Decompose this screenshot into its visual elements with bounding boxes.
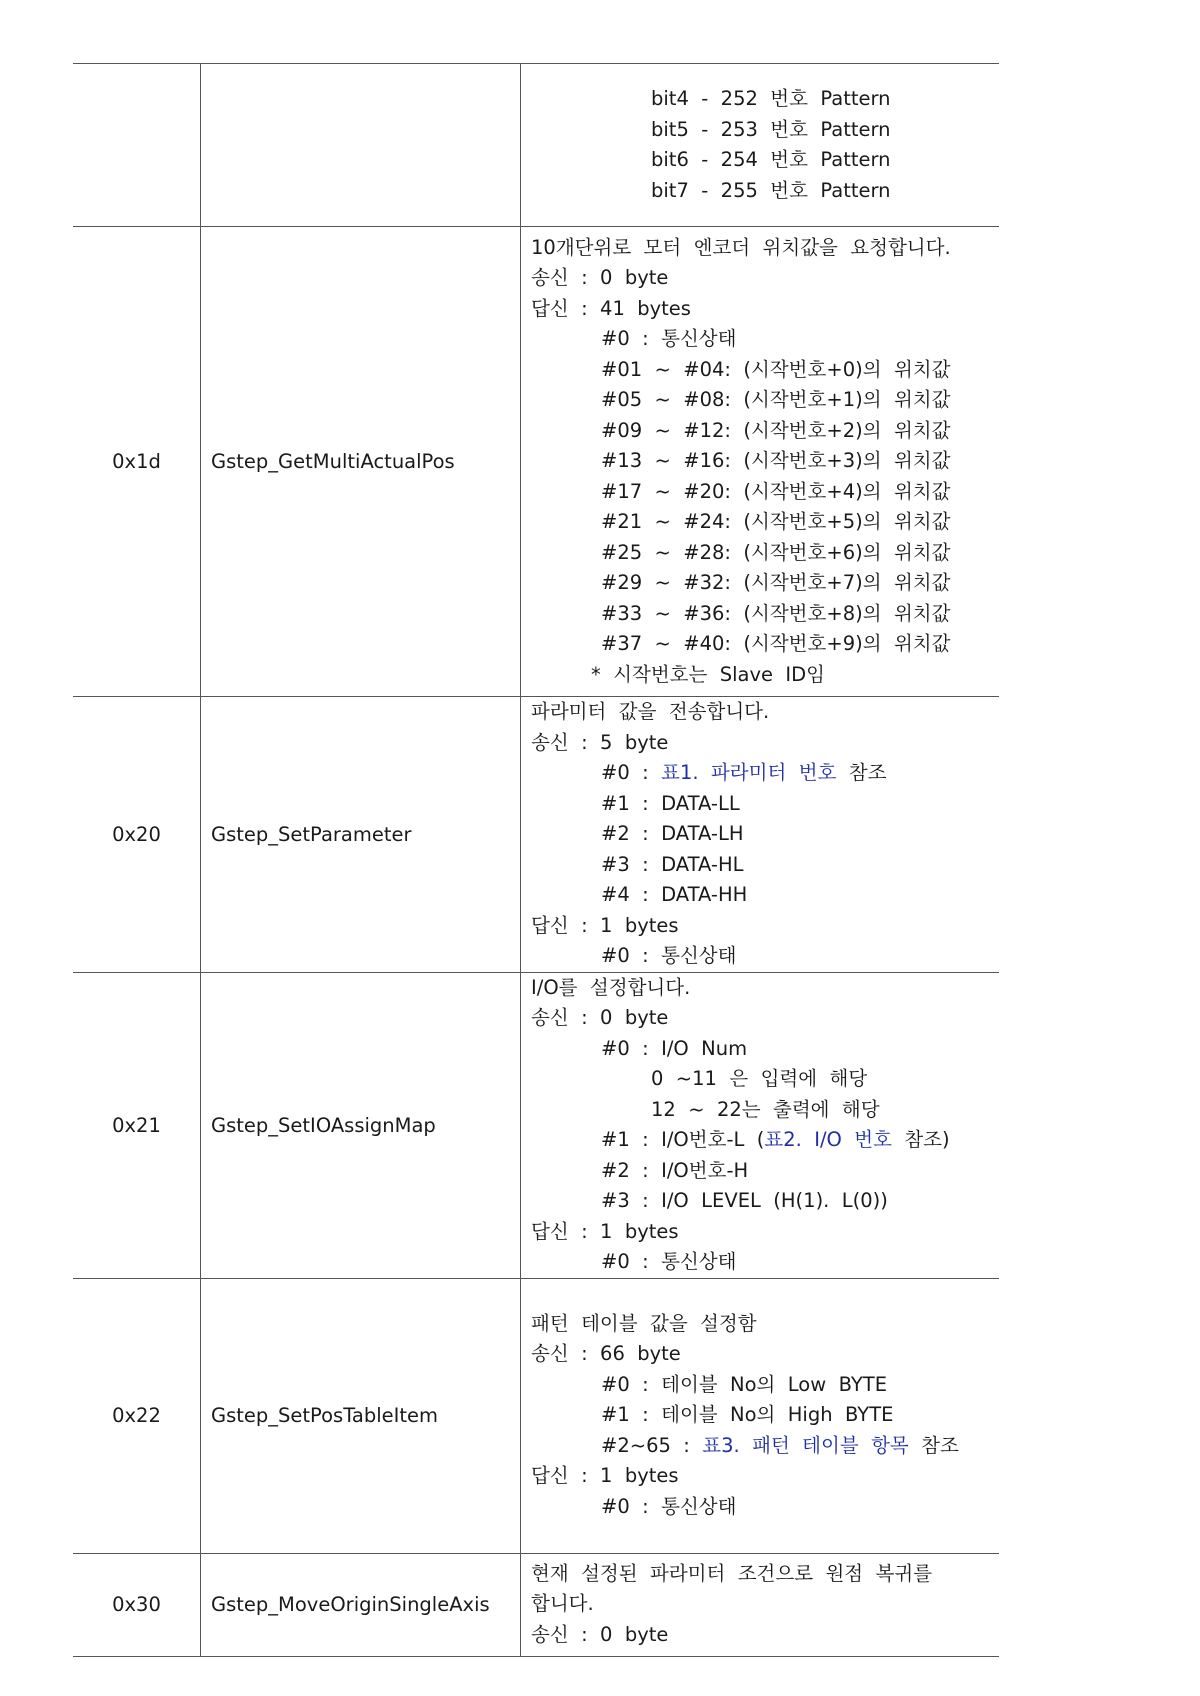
description-line: bit5 - 253 번호 Pattern [651, 117, 891, 141]
description-line: bit6 - 254 번호 Pattern [651, 148, 891, 171]
description-line: #37 ~ #40: (시작번호+9)의 위치값 [601, 632, 951, 656]
description-line [531, 758, 999, 789]
description-text: 참조 [836, 761, 887, 784]
description-line: 송신 : 5 byte [531, 730, 669, 754]
table-row [73, 1278, 999, 1553]
description-line: #1 : DATA-LL [601, 791, 740, 815]
command-code: 0x22 [73, 1278, 201, 1553]
table-row [73, 227, 999, 697]
description-line [531, 1125, 999, 1156]
description-line: #2 : I/O번호-H [601, 1158, 749, 1182]
description-line: bit7 - 255 번호 Pattern [651, 178, 891, 202]
command-table [73, 63, 999, 1657]
command-code: 0x30 [73, 1553, 201, 1656]
description-line: #4 : DATA-HH [601, 883, 748, 906]
table-reference-link[interactable]: 표2. I/O 번호 [764, 1128, 892, 1151]
command-description [521, 64, 1000, 227]
table-reference-link[interactable]: 표1. 파라미터 번호 [661, 761, 837, 784]
description-line: #13 ~ #16: (시작번호+3)의 위치값 [601, 449, 951, 473]
table-row [73, 697, 999, 973]
description-line: 12 ~ 22는 출력에 해당 [651, 1097, 880, 1121]
description-line: 답신 : 41 bytes [531, 296, 691, 320]
command-description [521, 972, 1000, 1278]
description-text: 참조) [891, 1128, 950, 1151]
description-line: bit4 - 252 번호 Pattern [651, 87, 891, 110]
description-line: #0 : 테이블 No의 Low BYTE [601, 1372, 888, 1396]
command-name: Gstep_SetPosTableItem [201, 1278, 521, 1553]
description-line: 송신 : 0 byte [531, 1622, 669, 1646]
description-line: #09 ~ #12: (시작번호+2)의 위치값 [601, 418, 951, 442]
table-reference-link[interactable]: 표3. 패턴 테이블 항목 [702, 1433, 909, 1457]
description-line: 현재 설정된 파라미터 조건으로 원점 복귀를 [531, 1561, 933, 1585]
command-name [201, 64, 521, 227]
command-description [521, 1278, 1000, 1553]
command-description [521, 227, 1000, 697]
description-line: 송신 : 0 byte [531, 1006, 669, 1029]
description-line: #3 : DATA-HL [601, 852, 744, 876]
description-line: #33 ~ #36: (시작번호+8)의 위치값 [601, 601, 951, 625]
description-text: #1 : I/O번호-L ( [601, 1128, 765, 1151]
command-name: Gstep_SetParameter [201, 697, 521, 973]
description-line: #0 : 통신상태 [601, 1250, 737, 1273]
command-name: Gstep_SetIOAssignMap [201, 972, 521, 1278]
description-line: #05 ~ #08: (시작번호+1)의 위치값 [601, 388, 951, 412]
command-code: 0x20 [73, 697, 201, 973]
command-code [73, 64, 201, 227]
description-line: 합니다. [531, 1592, 594, 1616]
description-line: #17 ~ #20: (시작번호+4)의 위치값 [601, 479, 951, 503]
description-line: #1 : 테이블 No의 High BYTE [601, 1403, 894, 1427]
description-text: #2~65 : [601, 1433, 703, 1457]
description-line: #01 ~ #04: (시작번호+0)의 위치값 [601, 357, 951, 381]
description-line: #2 : DATA-LH [601, 822, 744, 845]
description-line [531, 1431, 999, 1462]
description-line: 답신 : 1 bytes [531, 1464, 679, 1488]
description-line: #0 : 통신상태 [601, 327, 737, 351]
command-description [521, 1553, 1000, 1656]
description-line: #3 : I/O LEVEL (H(1). L(0)) [601, 1189, 888, 1212]
table-row [73, 1553, 999, 1656]
description-line: 송신 : 0 byte [531, 266, 669, 290]
description-text: #0 : [601, 761, 662, 784]
command-name: Gstep_GetMultiActualPos [201, 227, 521, 697]
description-line: 답신 : 1 bytes [531, 1219, 679, 1243]
description-line: * 시작번호는 Slave ID임 [591, 662, 826, 686]
description-line: #21 ~ #24: (시작번호+5)의 위치값 [601, 510, 951, 534]
description-line: 패턴 테이블 값을 설정함 [531, 1311, 757, 1335]
description-line: #25 ~ #28: (시작번호+6)의 위치값 [601, 540, 951, 564]
description-line: 답신 : 1 bytes [531, 913, 679, 937]
description-line: #0 : 통신상태 [601, 944, 737, 967]
description-line: #0 : 통신상태 [601, 1494, 737, 1518]
command-code: 0x21 [73, 972, 201, 1278]
table-row [73, 64, 999, 227]
description-line: #0 : I/O Num [601, 1036, 748, 1060]
description-text: 참조 [908, 1433, 959, 1457]
description-line: 0 ~11 은 입력에 해당 [651, 1067, 868, 1090]
description-line: I/O를 설정합니다. [531, 975, 691, 999]
command-code: 0x1d [73, 227, 201, 697]
description-line: #29 ~ #32: (시작번호+7)의 위치값 [601, 571, 951, 595]
command-name: Gstep_MoveOriginSingleAxis [201, 1553, 521, 1656]
command-description [521, 697, 1000, 973]
description-line: 송신 : 66 byte [531, 1342, 681, 1366]
description-line: 파라미터 값을 전송합니다. [531, 700, 770, 723]
description-line: 10개단위로 모터 엔코더 위치값을 요청합니다. [531, 235, 951, 259]
table-row [73, 972, 999, 1278]
